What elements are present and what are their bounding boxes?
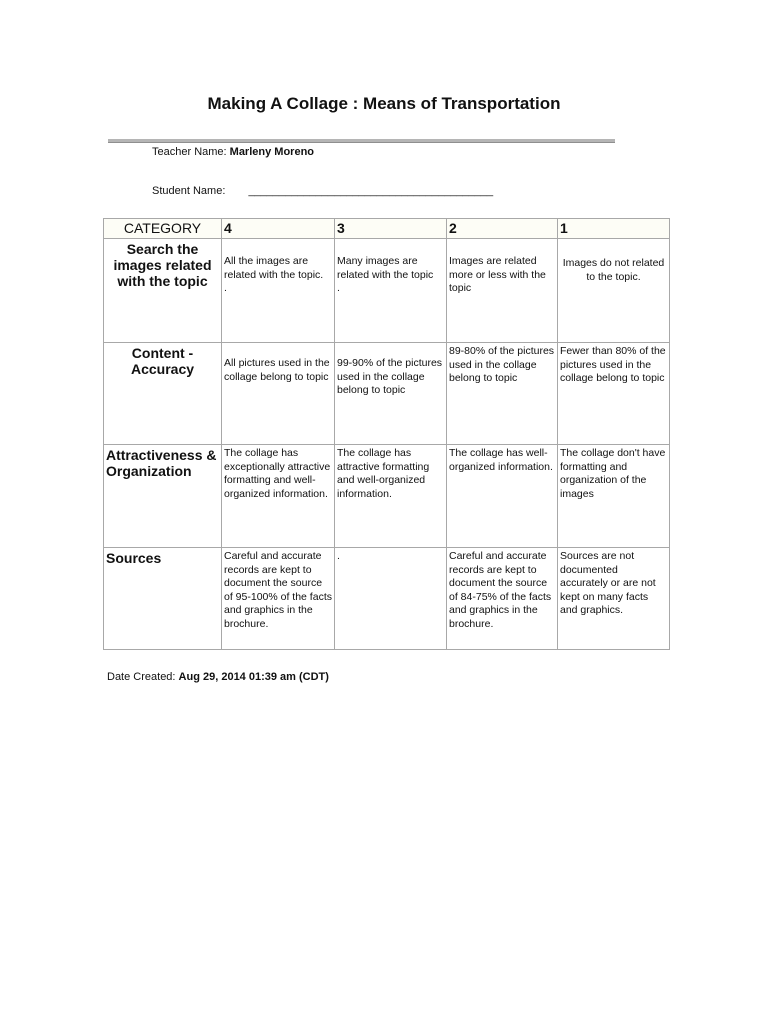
header-score-1: 1 <box>558 219 670 239</box>
header-category: CATEGORY <box>104 219 222 239</box>
date-created-line <box>107 671 329 683</box>
row-category: Content - Accuracy <box>104 343 222 445</box>
row-category: Search the images related with the topic <box>104 239 222 343</box>
row-category: Attractiveness & Organization <box>104 445 222 548</box>
rubric-cell: The collage has well-organized information. <box>447 445 558 548</box>
page-title: Making A Collage : Means of Transportation <box>207 94 561 113</box>
rubric-row-attractiveness <box>104 445 670 548</box>
rubric-cell: The collage has attractive formatting and well-organized information. <box>335 445 447 548</box>
rubric-cell: Fewer than 80% of the pictures used in the collage belong to topic <box>558 343 670 445</box>
rubric-cell: The collage don't have formatting and organization of the images <box>558 445 670 548</box>
row-category: Sources <box>104 548 222 650</box>
rubric-table <box>103 218 670 650</box>
student-name-label: Student Name: <box>152 185 226 197</box>
rubric-cell: Careful and accurate records are kept to document the source of 95-100% of the facts and graphics in the brochure. <box>222 548 335 650</box>
teacher-name-line <box>152 146 314 158</box>
rubric-row-content <box>104 343 670 445</box>
rubric-cell: 89-80% of the pictures used in the collage belong to topic <box>447 343 558 445</box>
rubric-cell: 99-90% of the pictures used in the collage belong to topic <box>335 343 447 445</box>
rubric-cell: All pictures used in the collage belong to topic <box>222 343 335 445</box>
teacher-name-label: Teacher Name: <box>152 146 227 158</box>
header-score-3: 3 <box>335 219 447 239</box>
rubric-row-sources <box>104 548 670 650</box>
title-divider <box>108 139 615 143</box>
rubric-cell: Images are related more or less with the topic <box>447 239 558 343</box>
date-created-label: Date Created: <box>107 671 176 683</box>
rubric-cell: The collage has exceptionally attractive formatting and well-organized information. <box>222 445 335 548</box>
rubric-cell: All the images are related with the topic. . <box>222 239 335 343</box>
rubric-cell: Images do not related to the topic. <box>558 239 670 343</box>
student-name-blank: ________________________________________ <box>248 185 494 197</box>
date-created-value: Aug 29, 2014 01:39 am (CDT) <box>178 671 329 683</box>
rubric-cell: Many images are related with the topic . <box>335 239 447 343</box>
rubric-cell: Careful and accurate records are kept to document the source of 84-75% of the facts and graphics in the brochure. <box>447 548 558 650</box>
teacher-name-value: Marleny Moreno <box>229 146 315 158</box>
rubric-cell: . <box>335 548 447 650</box>
rubric-cell: Sources are not documented accurately or are not kept on many facts and graphics. <box>558 548 670 650</box>
rubric-header-row <box>104 219 670 239</box>
header-score-4: 4 <box>222 219 335 239</box>
student-name-line <box>152 185 493 197</box>
header-score-2: 2 <box>447 219 558 239</box>
rubric-row-search <box>104 239 670 343</box>
